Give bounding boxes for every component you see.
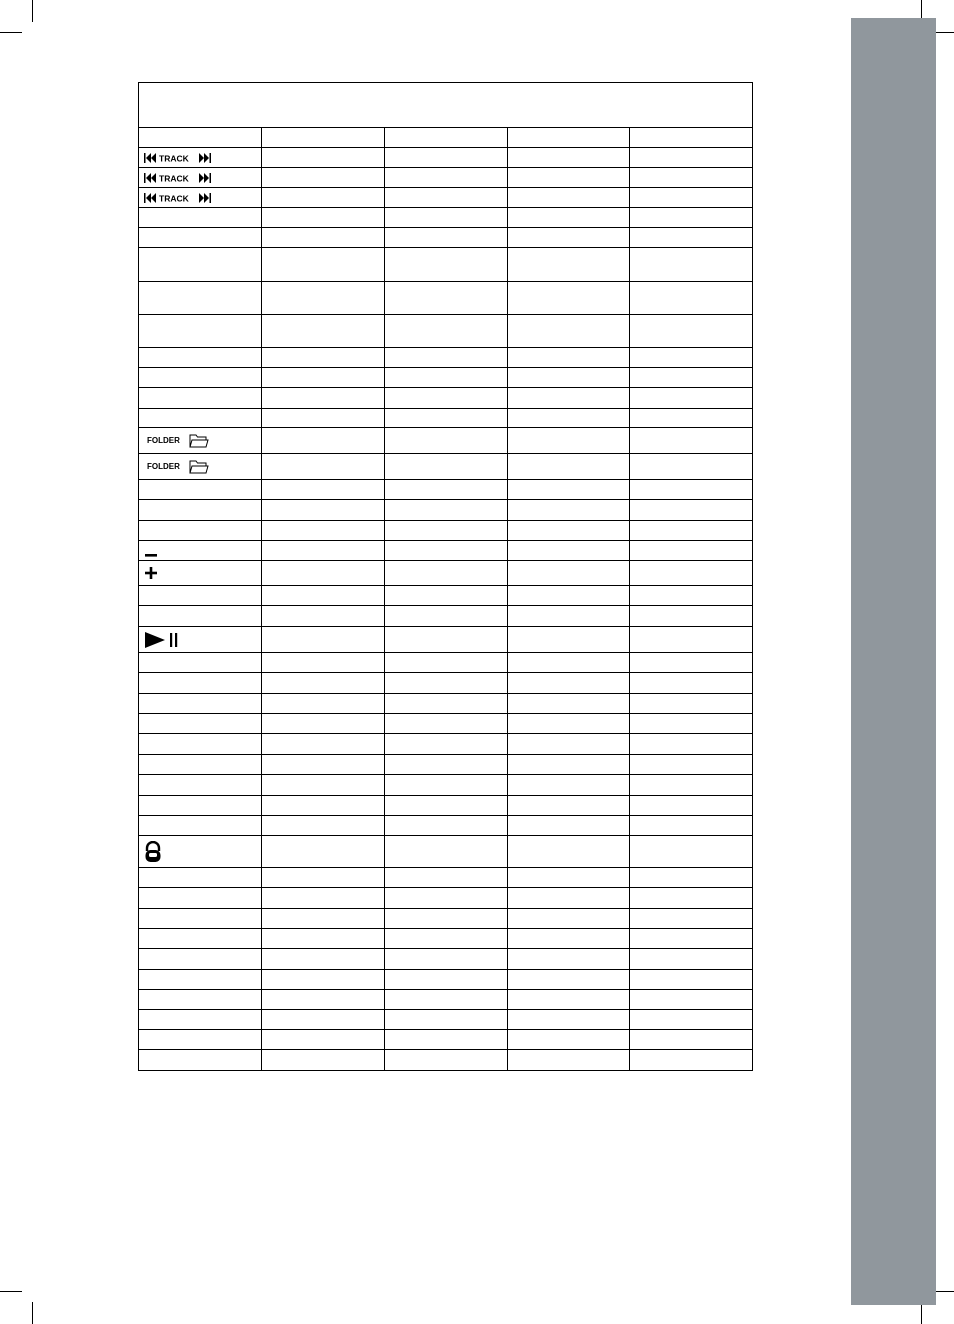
table-cell	[508, 168, 630, 187]
table-row	[139, 606, 752, 627]
table-cell	[630, 315, 752, 347]
table-cell	[630, 888, 752, 908]
table-row	[139, 653, 752, 673]
table-cell	[262, 128, 385, 147]
table-cell	[630, 480, 752, 499]
track-label: TRACK	[159, 193, 189, 203]
table-cell	[508, 1030, 630, 1049]
play-pause-icon	[144, 631, 184, 649]
table-cell	[630, 653, 752, 672]
table-cell	[262, 796, 385, 815]
table-cell	[630, 868, 752, 887]
table-cell	[630, 586, 752, 605]
table-row	[139, 188, 752, 208]
table-row	[139, 541, 752, 561]
folder-icon	[144, 433, 214, 449]
table-cell	[385, 541, 508, 560]
table-cell	[508, 949, 630, 969]
table-cell	[630, 775, 752, 795]
crop-mark	[0, 1291, 22, 1292]
table-cell	[630, 673, 752, 693]
button-cell	[139, 816, 262, 835]
table-cell	[385, 521, 508, 540]
table-cell	[508, 248, 630, 281]
table-cell	[508, 929, 630, 948]
table-cell	[508, 282, 630, 314]
table-cell	[630, 816, 752, 835]
table-row	[139, 796, 752, 816]
table-cell	[262, 561, 385, 585]
table-cell	[262, 454, 385, 479]
crop-mark	[921, 1302, 922, 1324]
button-cell	[139, 282, 262, 314]
button-cell	[139, 755, 262, 774]
button-cell	[139, 248, 262, 281]
table-row	[139, 248, 752, 282]
side-tab	[851, 18, 936, 1305]
table-row	[139, 315, 752, 348]
table-cell	[385, 315, 508, 347]
table-row	[139, 949, 752, 970]
table-cell	[630, 1010, 752, 1029]
table-cell	[385, 282, 508, 314]
table-cell	[630, 990, 752, 1009]
table-cell	[630, 561, 752, 585]
crop-mark	[32, 1302, 33, 1324]
table-cell	[630, 148, 752, 167]
folder-icon	[144, 459, 214, 475]
table-cell	[630, 755, 752, 774]
button-cell	[139, 1050, 262, 1070]
table-cell	[508, 128, 630, 147]
track-label: TRACK	[159, 173, 189, 183]
table-cell	[630, 168, 752, 187]
table-row	[139, 755, 752, 775]
table-cell	[385, 409, 508, 427]
table-cell	[385, 653, 508, 672]
table-row	[139, 1050, 752, 1070]
table-row	[139, 970, 752, 990]
table-cell	[630, 348, 752, 367]
table-cell	[385, 673, 508, 693]
table-cell	[630, 428, 752, 453]
table-cell	[262, 500, 385, 520]
table-cell	[508, 228, 630, 247]
table-cell	[385, 561, 508, 585]
table-cell	[630, 929, 752, 948]
plus-icon	[144, 565, 160, 581]
button-cell	[139, 454, 262, 479]
table-cell	[508, 990, 630, 1009]
table-cell	[385, 1050, 508, 1070]
table-row	[139, 368, 752, 388]
button-cell	[139, 990, 262, 1009]
table-cell	[385, 428, 508, 453]
table-cell	[262, 282, 385, 314]
table-cell	[262, 480, 385, 499]
button-cell	[139, 228, 262, 247]
table-cell	[385, 949, 508, 969]
table-cell	[262, 1010, 385, 1029]
table-cell	[508, 694, 630, 713]
table-cell	[385, 1030, 508, 1049]
table-cell	[508, 1010, 630, 1029]
table-row	[139, 409, 752, 428]
table-row	[139, 868, 752, 888]
table-cell	[508, 208, 630, 227]
table-cell	[385, 228, 508, 247]
button-cell	[139, 388, 262, 408]
table-cell	[508, 909, 630, 928]
button-cell	[139, 836, 262, 867]
table-row	[139, 428, 752, 454]
table-body	[139, 128, 752, 1070]
track-prev-next-icon	[144, 172, 214, 184]
button-cell	[139, 775, 262, 795]
button-cell	[139, 148, 262, 167]
table-cell	[262, 541, 385, 560]
table-cell	[385, 586, 508, 605]
table-cell	[385, 775, 508, 795]
table-cell	[385, 368, 508, 387]
table-cell	[385, 480, 508, 499]
button-cell	[139, 1010, 262, 1029]
track-prev-next-icon	[144, 152, 214, 164]
minus-icon	[144, 543, 160, 559]
table-cell	[508, 388, 630, 408]
table-cell	[630, 368, 752, 387]
button-cell	[139, 561, 262, 585]
button-cell	[139, 368, 262, 387]
table-cell	[385, 929, 508, 948]
table-row	[139, 128, 752, 148]
table-cell	[508, 500, 630, 520]
track-label: TRACK	[159, 153, 189, 163]
table-cell	[508, 368, 630, 387]
table-cell	[262, 734, 385, 754]
table-cell	[508, 627, 630, 652]
table-cell	[630, 694, 752, 713]
button-cell	[139, 586, 262, 605]
table-cell	[262, 606, 385, 626]
table-cell	[385, 909, 508, 928]
table-row	[139, 1030, 752, 1050]
button-cell	[139, 1030, 262, 1049]
table-cell	[385, 168, 508, 187]
table-cell	[385, 868, 508, 887]
table-cell	[508, 348, 630, 367]
table-cell	[385, 388, 508, 408]
table-cell	[262, 888, 385, 908]
table-cell	[630, 388, 752, 408]
table-cell	[508, 428, 630, 453]
table-cell	[262, 348, 385, 367]
table-cell	[508, 521, 630, 540]
table-cell	[262, 755, 385, 774]
button-cell	[139, 208, 262, 227]
table-cell	[630, 188, 752, 207]
table-cell	[262, 521, 385, 540]
table-cell	[630, 714, 752, 733]
table-cell	[385, 454, 508, 479]
table-cell	[508, 734, 630, 754]
table-cell	[508, 586, 630, 605]
table-row	[139, 990, 752, 1010]
table-cell	[385, 128, 508, 147]
table-cell	[508, 673, 630, 693]
table-cell	[630, 734, 752, 754]
button-cell	[139, 627, 262, 652]
table-cell	[630, 500, 752, 520]
table-row	[139, 168, 752, 188]
table-cell	[630, 970, 752, 989]
table-cell	[262, 714, 385, 733]
table-cell	[262, 627, 385, 652]
table-cell	[262, 836, 385, 867]
table-cell	[508, 606, 630, 626]
table-row	[139, 282, 752, 315]
button-cell	[139, 714, 262, 733]
table-cell	[385, 188, 508, 207]
table-cell	[262, 586, 385, 605]
button-cell	[139, 128, 262, 147]
table-cell	[508, 796, 630, 815]
table-cell	[508, 561, 630, 585]
table-cell	[508, 970, 630, 989]
table-cell	[385, 796, 508, 815]
table-cell	[508, 454, 630, 479]
table-cell	[262, 315, 385, 347]
table-cell	[630, 521, 752, 540]
button-cell	[139, 521, 262, 540]
table-row	[139, 348, 752, 368]
table-cell	[262, 949, 385, 969]
table-cell	[385, 816, 508, 835]
crop-mark	[0, 32, 22, 33]
table-cell	[508, 755, 630, 774]
table-cell	[385, 348, 508, 367]
button-cell	[139, 541, 262, 560]
table-cell	[262, 816, 385, 835]
table-cell	[262, 148, 385, 167]
table-cell	[262, 673, 385, 693]
table-cell	[630, 1050, 752, 1070]
table-cell	[385, 248, 508, 281]
button-cell	[139, 653, 262, 672]
table-row	[139, 836, 752, 868]
button-cell	[139, 909, 262, 928]
table-cell	[630, 128, 752, 147]
table-cell	[262, 694, 385, 713]
table-cell	[385, 500, 508, 520]
table-cell	[385, 148, 508, 167]
table-cell	[262, 909, 385, 928]
table-row	[139, 929, 752, 949]
table-cell	[385, 627, 508, 652]
table-cell	[262, 228, 385, 247]
table-cell	[508, 541, 630, 560]
table-row	[139, 816, 752, 836]
button-cell	[139, 428, 262, 453]
table-cell	[508, 480, 630, 499]
table-cell	[508, 148, 630, 167]
table-row	[139, 888, 752, 909]
button-cell	[139, 480, 262, 499]
table-cell	[630, 454, 752, 479]
button-cell	[139, 188, 262, 207]
table-row	[139, 909, 752, 929]
lock-icon	[144, 841, 164, 863]
track-prev-next-icon	[144, 192, 214, 204]
table-cell	[508, 714, 630, 733]
table-cell	[262, 248, 385, 281]
table-cell	[262, 775, 385, 795]
table-cell	[630, 836, 752, 867]
table-row	[139, 388, 752, 409]
table-cell	[630, 627, 752, 652]
crop-mark	[32, 0, 33, 22]
table-row	[139, 586, 752, 606]
table-cell	[508, 653, 630, 672]
table-cell	[385, 836, 508, 867]
table-cell	[262, 428, 385, 453]
table-cell	[385, 714, 508, 733]
table-row	[139, 500, 752, 521]
table-cell	[508, 775, 630, 795]
table-cell	[262, 653, 385, 672]
table-cell	[630, 949, 752, 969]
table-cell	[262, 1030, 385, 1049]
table-cell	[385, 970, 508, 989]
table-header	[139, 83, 752, 128]
button-cell	[139, 868, 262, 887]
button-cell	[139, 929, 262, 948]
table-cell	[508, 1050, 630, 1070]
table-row	[139, 673, 752, 694]
table-row	[139, 1010, 752, 1030]
table-cell	[508, 888, 630, 908]
table-cell	[630, 282, 752, 314]
button-cell	[139, 673, 262, 693]
table-cell	[630, 409, 752, 427]
button-cell	[139, 888, 262, 908]
button-cell	[139, 970, 262, 989]
button-cell	[139, 348, 262, 367]
table-cell	[262, 168, 385, 187]
table-cell	[630, 796, 752, 815]
button-cell	[139, 409, 262, 427]
table-cell	[385, 734, 508, 754]
table-cell	[262, 409, 385, 427]
button-cell	[139, 315, 262, 347]
table-row	[139, 775, 752, 796]
table-cell	[385, 990, 508, 1009]
table-cell	[630, 228, 752, 247]
table-row	[139, 694, 752, 714]
table-cell	[508, 868, 630, 887]
table-cell	[262, 208, 385, 227]
table-row	[139, 480, 752, 500]
table-cell	[630, 208, 752, 227]
table-cell	[385, 694, 508, 713]
table-cell	[262, 188, 385, 207]
table-row	[139, 454, 752, 480]
table-cell	[508, 409, 630, 427]
table-row	[139, 521, 752, 541]
table-cell	[262, 868, 385, 887]
table-cell	[385, 1010, 508, 1029]
folder-label: FOLDER	[147, 435, 180, 445]
button-cell	[139, 734, 262, 754]
table-cell	[262, 388, 385, 408]
table-cell	[262, 970, 385, 989]
table-cell	[630, 909, 752, 928]
table-cell	[262, 990, 385, 1009]
table-cell	[508, 315, 630, 347]
table-cell	[385, 606, 508, 626]
table-cell	[262, 929, 385, 948]
button-function-table	[138, 82, 753, 1071]
table-cell	[385, 208, 508, 227]
table-cell	[630, 248, 752, 281]
table-cell	[508, 816, 630, 835]
table-row	[139, 148, 752, 168]
button-cell	[139, 168, 262, 187]
table-cell	[385, 888, 508, 908]
table-row	[139, 734, 752, 755]
table-row	[139, 561, 752, 586]
table-cell	[630, 541, 752, 560]
button-cell	[139, 796, 262, 815]
button-cell	[139, 949, 262, 969]
table-cell	[630, 606, 752, 626]
table-cell	[630, 1030, 752, 1049]
folder-label: FOLDER	[147, 461, 180, 471]
button-cell	[139, 606, 262, 626]
table-row	[139, 627, 752, 653]
button-cell	[139, 500, 262, 520]
table-row	[139, 714, 752, 734]
table-cell	[385, 755, 508, 774]
table-cell	[262, 1050, 385, 1070]
table-row	[139, 228, 752, 248]
table-cell	[262, 368, 385, 387]
table-cell	[508, 188, 630, 207]
table-row	[139, 208, 752, 228]
button-cell	[139, 694, 262, 713]
table-cell	[508, 836, 630, 867]
